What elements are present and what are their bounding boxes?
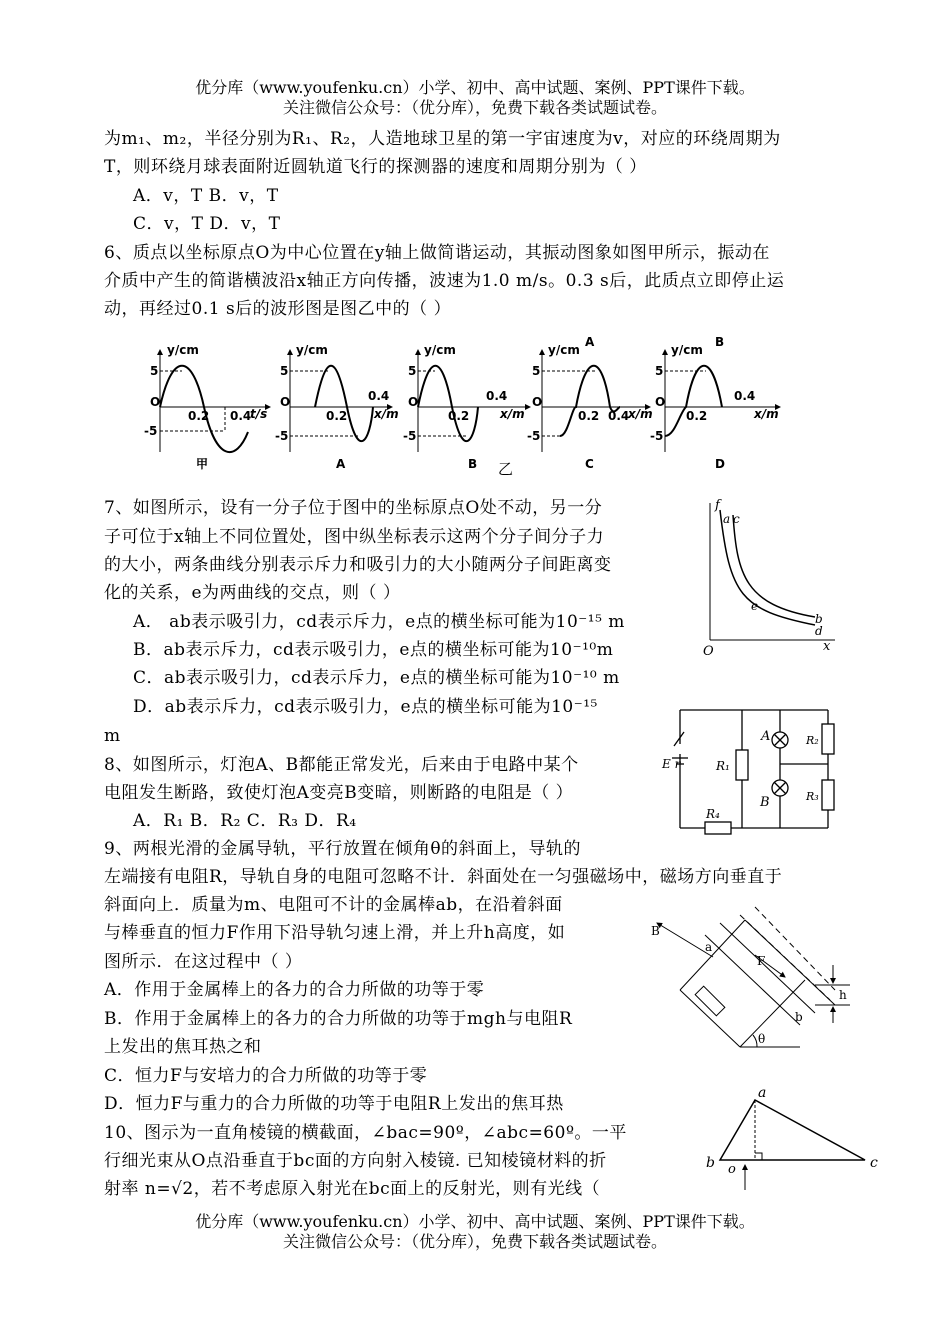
svg-text:0.4: 0.4 [734, 389, 756, 403]
svg-text:B: B [468, 457, 478, 471]
svg-text:5: 5 [655, 364, 664, 378]
svg-text:y/cm: y/cm [424, 343, 456, 357]
svg-text:R₂: R₂ [806, 734, 819, 747]
svg-text:O: O [532, 395, 543, 409]
svg-text:C: C [585, 457, 594, 471]
svg-text:A: A [761, 729, 771, 744]
svg-text:f: f [715, 498, 720, 513]
graph-c [527, 335, 653, 471]
q7-line-1: 7、如图所示，设有一分子位于图中的坐标原点O处不动，另一分 [104, 498, 603, 518]
q7-line-3: 的大小，两条曲线分别表示斥力和吸引力的大小随两分子间距离变 [104, 555, 612, 575]
svg-text:O: O [408, 395, 419, 409]
graph-jia [144, 343, 270, 471]
svg-text:b: b [795, 1010, 803, 1024]
svg-text:h: h [839, 988, 847, 1002]
svg-text:0.4: 0.4 [608, 409, 630, 423]
header-line-2: 关注微信公众号：（优分库），免费下载各类试题试卷。 [282, 98, 667, 117]
q9-incline-figure [645, 895, 855, 1055]
svg-text:y/cm: y/cm [167, 343, 199, 357]
q10-line-1: 10、图示为一直角棱镜的横截面，∠bac=90º，∠abc=60º。一平 [104, 1123, 627, 1143]
svg-text:A: A [585, 335, 595, 349]
q7-option-d: D．ab表示斥力，cd表示吸引力，e点的横坐标可能为10⁻¹⁵ [133, 697, 598, 717]
q9-line-2: 左端接有电阻R，导轨自身的电阻可忽略不计．斜面处在一匀强磁场中，磁场方向垂直于 [104, 867, 783, 887]
svg-text:0.4: 0.4 [368, 389, 390, 403]
q7-line-2: 子可位于x轴上不同位置处，图中纵坐标表示这两个分子间分子力 [104, 527, 605, 547]
footer-line-1: 优分库（www.youfenku.cn）小学、初中、高中试题、案例、PPT课件下载。 [195, 1212, 755, 1231]
svg-text:甲: 甲 [196, 457, 209, 471]
svg-text:B: B [760, 795, 770, 810]
svg-text:A: A [336, 457, 346, 471]
q6-line-1: 6、质点以坐标原点O为中心位置在y轴上做简谐运动，其振动图象如图甲所示，振动在 [104, 243, 770, 263]
q9-line-1: 9、两根光滑的金属导轨，平行放置在倾角θ的斜面上，导轨的 [104, 839, 582, 859]
q9-option-a: A．作用于金属棒上的各力的合力所做的功等于零 [104, 980, 485, 1000]
svg-text:D: D [715, 457, 725, 471]
q9-line-4: 与棒垂直的恒力F作用下沿导轨匀速上滑，并上升h高度，如 [104, 923, 566, 943]
header-line-1: 优分库（www.youfenku.cn）小学、初中、高中试题、案例、PPT课件下载。 [195, 78, 755, 97]
q7-line-4: 化的关系，e为两曲线的交点，则（ ） [104, 583, 401, 603]
svg-text:5: 5 [280, 364, 289, 378]
q7-option-b: B．ab表示斥力，cd表示吸引力，e点的横坐标可能为10⁻¹⁰m [133, 640, 614, 660]
svg-text:0.4: 0.4 [230, 409, 252, 423]
svg-text:F: F [757, 954, 766, 968]
q5-options-cd: C．v，T D．v，T [133, 214, 281, 234]
q6-line-3: 动，再经过0.1 s后的波形图是图乙中的（ ） [104, 299, 452, 319]
svg-text:c: c [870, 1155, 878, 1171]
svg-text:B: B [651, 924, 660, 938]
q7-option-a: A． ab表示吸引力，cd表示斥力，e点的横坐标可能为10⁻¹⁵ m [133, 612, 625, 632]
svg-text:-5: -5 [527, 429, 541, 443]
svg-text:y/cm: y/cm [671, 343, 703, 357]
svg-text:c: c [733, 512, 740, 526]
svg-text:R₁: R₁ [716, 759, 730, 773]
svg-text:-5: -5 [650, 429, 664, 443]
svg-text:o: o [728, 1162, 736, 1177]
svg-text:a: a [705, 940, 713, 954]
q9-option-b-2: 上发出的焦耳热之和 [104, 1037, 262, 1057]
svg-text:0.2: 0.2 [686, 409, 708, 423]
q9-line-3: 斜面向上．质量为m、电阻可不计的金属棒ab，在沿着斜面 [104, 895, 563, 915]
svg-text:5: 5 [150, 364, 159, 378]
svg-text:y/cm: y/cm [296, 343, 328, 357]
q5-line-2: T，则环绕月球表面附近圆轨道飞行的探测器的速度和周期分别为（ ） [104, 157, 647, 177]
svg-text:5: 5 [408, 364, 417, 378]
q8-line-1: 8、如图所示，灯泡A、B都能正常发光，后来由于电路中某个 [104, 755, 579, 775]
q9-option-c: C．恒力F与安培力的合力所做的功等于零 [104, 1066, 428, 1086]
svg-text:-5: -5 [275, 429, 289, 443]
q8-circuit-figure [660, 700, 845, 835]
q7-option-c: C．ab表示吸引力，cd表示斥力，e点的横坐标可能为10⁻¹⁰ m [133, 668, 620, 688]
svg-text:R₄: R₄ [706, 807, 720, 821]
svg-text:x/m: x/m [500, 407, 525, 421]
svg-text:a: a [723, 512, 731, 526]
svg-text:0.2: 0.2 [578, 409, 600, 423]
svg-text:d: d [815, 624, 823, 638]
graph-a [275, 343, 399, 471]
svg-text:x/m: x/m [374, 407, 399, 421]
q10-prism-figure [700, 1085, 885, 1195]
svg-text:t/s: t/s [250, 407, 268, 421]
q10-line-3: 射率 n=√2，若不考虑原入射光在bc面上的反射光，则有光线（ [104, 1179, 601, 1199]
q5-options-ab: A．v，T B．v，T [133, 186, 279, 206]
svg-text:b: b [706, 1155, 715, 1171]
footer-line-2: 关注微信公众号：（优分库），免费下载各类试题试卷。 [282, 1232, 667, 1251]
svg-text:0.4: 0.4 [486, 389, 508, 403]
svg-text:O: O [703, 644, 714, 659]
svg-text:B: B [715, 335, 725, 349]
q5-line-1: 为m₁、m₂，半径分别为R₁、R₂，人造地球卫星的第一宇宙速度为v，对应的环绕周期为 [104, 129, 781, 149]
svg-text:0.2: 0.2 [448, 409, 470, 423]
svg-text:R₃: R₃ [806, 790, 819, 803]
q8-line-2: 电阻发生断路，致使灯泡A变亮B变暗，则断路的电阻是（ ） [104, 783, 574, 803]
graph-b [403, 343, 530, 478]
q9-option-b-1: B．作用于金属棒上的各力的合力所做的功等于mgh与电阻R [104, 1009, 573, 1029]
q7-force-curve-figure [695, 495, 840, 660]
svg-text:θ: θ [758, 1032, 766, 1046]
svg-text:E r: E r [662, 757, 681, 771]
q10-line-2: 行细光束从O点沿垂直于bc面的方向射入棱镜. 已知棱镜材料的折 [104, 1151, 607, 1171]
svg-text:0.2: 0.2 [188, 409, 210, 423]
svg-text:0.2: 0.2 [326, 409, 348, 423]
graph-d [650, 335, 780, 471]
q7-option-d-unit: m [104, 726, 121, 746]
q6-line-2: 介质中产生的简谐横波沿x轴正方向传播，波速为1.0 m/s。0.3 s后，此质点立即停止运 [104, 271, 785, 291]
svg-text:y/cm: y/cm [548, 343, 580, 357]
svg-text:-5: -5 [403, 429, 417, 443]
svg-text:-5: -5 [144, 424, 158, 438]
svg-text:e: e [751, 599, 759, 613]
svg-text:5: 5 [532, 364, 541, 378]
svg-text:O: O [280, 395, 291, 409]
q9-option-d: D．恒力F与重力的合力所做的功等于电阻R上发出的焦耳热 [104, 1094, 564, 1114]
svg-text:O: O [655, 395, 666, 409]
svg-text:x: x [823, 639, 831, 654]
q6-wave-figures [130, 332, 790, 482]
svg-text:a: a [758, 1085, 767, 1101]
svg-text:x/m: x/m [628, 407, 653, 421]
svg-text:b: b [815, 612, 823, 626]
q9-line-5: 图所示．在这过程中（ ） [104, 952, 303, 972]
q8-options: A．R₁ B．R₂ C．R₃ D．R₄ [133, 811, 357, 831]
svg-text:乙: 乙 [498, 460, 514, 478]
svg-text:O: O [150, 395, 161, 409]
svg-text:x/m: x/m [754, 407, 779, 421]
